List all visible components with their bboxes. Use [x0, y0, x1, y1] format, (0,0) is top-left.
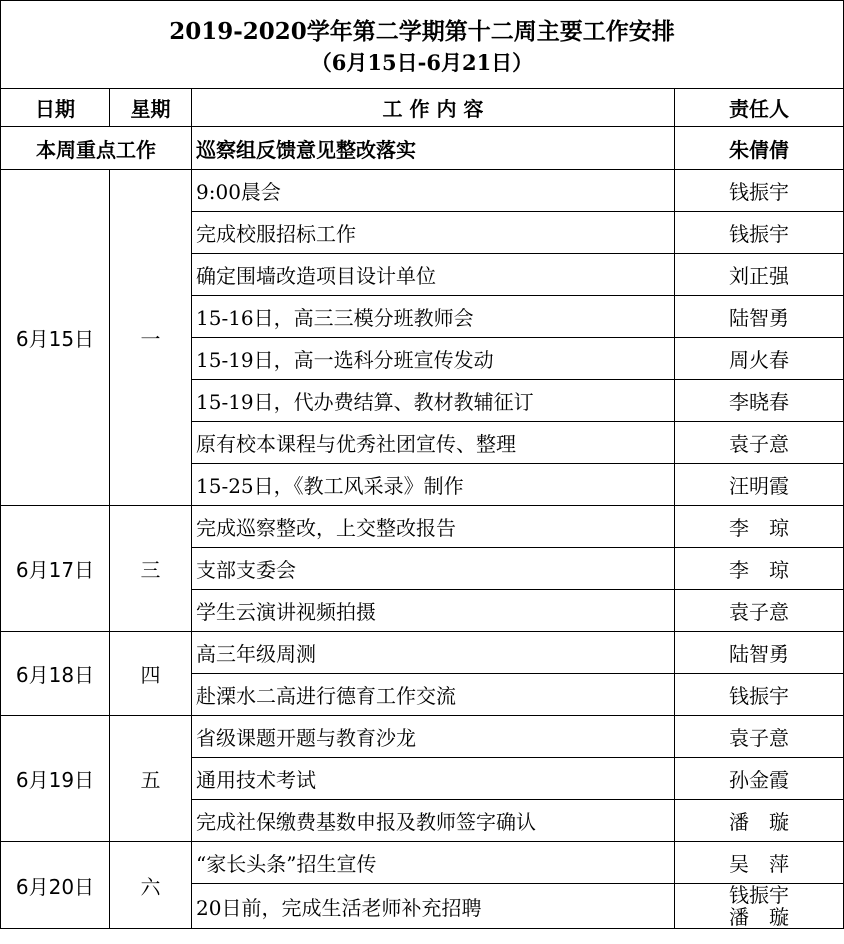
task-cell: 15-16日，高三三模分班教师会: [192, 296, 675, 338]
owner-name: 钱振宇: [729, 883, 789, 907]
owner-cell: 吴 萍: [675, 842, 844, 884]
day-date: 6月18日: [1, 632, 110, 716]
key-work-label: 本周重点工作: [1, 127, 192, 170]
day-weekday: 三: [110, 506, 192, 632]
day-weekday: 一: [110, 170, 192, 506]
task-cell: “家长头条”招生宣传: [192, 842, 675, 884]
table-row: [1, 506, 844, 548]
task-cell: 高三年级周测: [192, 632, 675, 674]
schedule-date-range: （6月15日-6月21日）: [310, 50, 534, 75]
day-date: 6月15日: [1, 170, 110, 506]
schedule-table: [0, 88, 844, 929]
owner-cell: 李 琼: [675, 548, 844, 590]
day-weekday: 六: [110, 842, 192, 929]
owner-cell: 李晓春: [675, 380, 844, 422]
owner-cell: 袁子意: [675, 590, 844, 632]
owner-name: 潘 璇: [729, 905, 789, 929]
day-weekday: 四: [110, 632, 192, 716]
key-work-owner: 朱倩倩: [675, 127, 844, 170]
schedule-title-block: [0, 0, 844, 88]
owner-cell: [675, 884, 844, 929]
task-cell: 15-19日，高一选科分班宣传发动: [192, 338, 675, 380]
owner-cell: 袁子意: [675, 716, 844, 758]
owner-cell: 潘 璇: [675, 800, 844, 842]
key-work-task: 巡察组反馈意见整改落实: [192, 127, 675, 170]
owner-cell: 袁子意: [675, 422, 844, 464]
task-cell: 省级课题开题与教育沙龙: [192, 716, 675, 758]
table-row: [1, 716, 844, 758]
header-date: 日期: [1, 89, 110, 127]
task-cell: 15-19日，代办费结算、教材教辅征订: [192, 380, 675, 422]
day-date: 6月20日: [1, 842, 110, 929]
table-row: [1, 170, 844, 212]
task-cell: 赴溧水二高进行德育工作交流: [192, 674, 675, 716]
task-cell: 完成巡察整改，上交整改报告: [192, 506, 675, 548]
task-cell: 原有校本课程与优秀社团宣传、整理: [192, 422, 675, 464]
owner-cell: 李 琼: [675, 506, 844, 548]
task-cell: 9:00晨会: [192, 170, 675, 212]
schedule-title: 2019-2020学年第二学期第十二周主要工作安排: [169, 18, 675, 45]
task-cell: 20日前，完成生活老师补充招聘: [192, 884, 675, 929]
task-cell: 完成社保缴费基数申报及教师签字确认: [192, 800, 675, 842]
owner-cell: 刘正强: [675, 254, 844, 296]
task-cell: 完成校服招标工作: [192, 212, 675, 254]
task-cell: 通用技术考试: [192, 758, 675, 800]
owner-cell: 钱振宇: [675, 170, 844, 212]
header-weekday: 星期: [110, 89, 192, 127]
day-weekday: 五: [110, 716, 192, 842]
header-row: [1, 89, 844, 127]
task-cell: 确定围墙改造项目设计单位: [192, 254, 675, 296]
owner-cell: 钱振宇: [675, 674, 844, 716]
owner-cell: 汪明霞: [675, 464, 844, 506]
table-row: [1, 842, 844, 884]
day-date: 6月17日: [1, 506, 110, 632]
task-cell: 15-25日，《教工风采录》制作: [192, 464, 675, 506]
key-work-row: [1, 127, 844, 170]
owner-cell: 陆智勇: [675, 632, 844, 674]
owner-cell: 钱振宇: [675, 212, 844, 254]
header-content: 工 作 内 容: [192, 89, 675, 127]
owner-cell: 陆智勇: [675, 296, 844, 338]
owner-cell: 周火春: [675, 338, 844, 380]
header-owner: 责任人: [675, 89, 844, 127]
task-cell: 支部支委会: [192, 548, 675, 590]
day-date: 6月19日: [1, 716, 110, 842]
table-row: [1, 632, 844, 674]
task-cell: 学生云演讲视频拍摄: [192, 590, 675, 632]
owner-cell: 孙金霞: [675, 758, 844, 800]
